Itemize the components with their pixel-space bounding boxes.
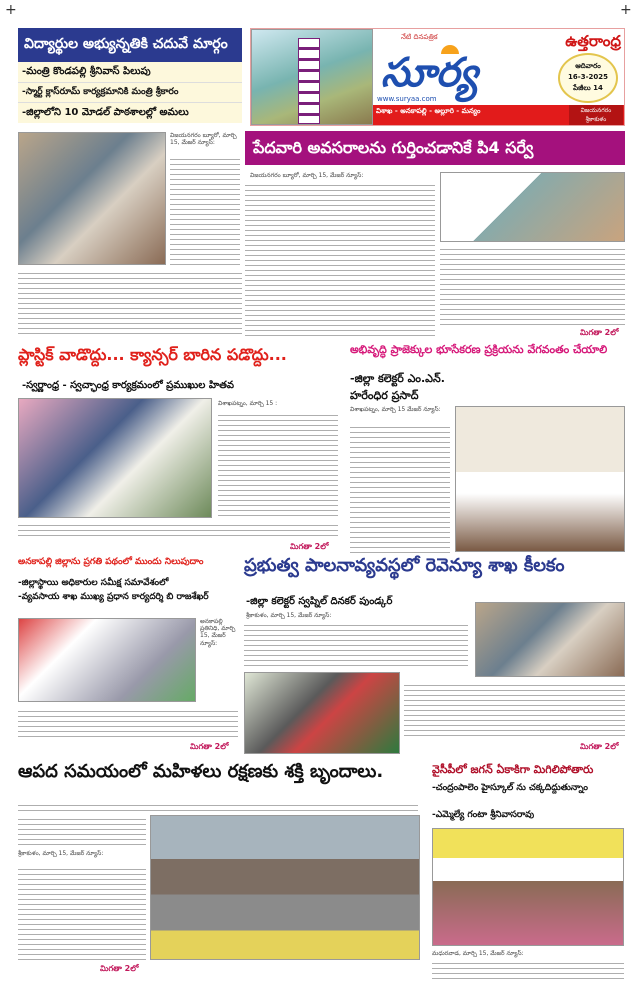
story-photo (455, 406, 625, 552)
day: ఆదివారం (575, 62, 601, 70)
headline: ఆపద సమయంలో మహిళలు రక్షణకు శక్తి బృందాలు. (18, 761, 384, 782)
subheadline: హరేంధిర ప్రసాద్ (350, 389, 419, 402)
date: 16-3-2025 (568, 73, 608, 81)
story-photo (440, 172, 625, 242)
regions: విశాఖ - అనకాపల్లి - అల్లూరి - మన్యం (376, 107, 481, 115)
headline: ప్లాస్టిక్ వాడొద్దు... క్యాన్సర్ బారిన పడొద్దు... (18, 345, 287, 364)
body-text (18, 522, 338, 540)
story-photo (244, 672, 400, 754)
subheadline: -జిల్లాస్థాయి అధికారుల సమీక్ష సమావేశంలో (18, 578, 169, 588)
subheadline: -స్వర్ణాంధ్ర - స్వచ్ఛాంధ్ర కార్యక్రమంలో ప్రముఖుల హితవ (22, 380, 235, 391)
dateline: విజయనగరం బ్యూరో, మార్చి 15, మేజర్ న్యూస్: (170, 132, 237, 147)
tagline: నేటి దినపత్రిక (401, 33, 438, 41)
body-text (18, 708, 238, 740)
newspaper-logo: సూర్య (381, 50, 478, 96)
body-text (245, 182, 435, 338)
subheadline: -జిల్లాలోని 10 మోడల్ పాఠశాలల్లో అమలు (22, 106, 189, 118)
subheadline: -ఎమ్మెల్యే గంటా శ్రీనివాసరావు (432, 810, 535, 820)
body-text (18, 816, 146, 846)
masthead (250, 28, 625, 126)
dateline: మధురవాడ, మార్చి 15, మేజర్ న్యూస్: (432, 950, 524, 957)
dateline: అనకాపల్లి ప్రతినిధి, మార్చి 15, మేజర్ న్యూస్: (200, 618, 236, 647)
body-text (432, 960, 624, 980)
continued-label: మిగతా 2లో (190, 742, 229, 751)
date-badge (558, 53, 618, 103)
body-text (218, 412, 338, 518)
edition-label: ఉత్తరాంధ్ర (565, 32, 621, 50)
body-text (18, 802, 418, 812)
masthead-photo (251, 29, 373, 125)
story-photo (150, 815, 420, 960)
region: విజయనగరం (580, 107, 612, 114)
headline: అభివృద్ధి ప్రాజెక్కుల భూసేకరణ ప్రక్రియను వేగవంతం చేయాలి (350, 343, 608, 356)
region: శ్రీకాకుళం (585, 116, 607, 123)
subheadline: -జిల్లా కలెక్టర్ స్వప్నిల్ దినకర్ పుండ్కర్ (246, 596, 393, 607)
continued-label: మిగతా 2లో (580, 742, 619, 751)
continued-label: మిగతా 2లో (100, 964, 139, 973)
body-text (440, 246, 625, 326)
body-text (170, 156, 240, 265)
body-text (350, 424, 450, 554)
story-photo (18, 618, 196, 702)
story-education (18, 28, 242, 123)
dateline: శ్రీకాకుళం, మార్చి 15, మేజర్ న్యూస్: (246, 612, 332, 619)
body-text (244, 622, 468, 668)
website: www.suryaa.com (377, 95, 437, 103)
subheadline: -జిల్లా కలెక్టర్ ఎం.ఎన్. (350, 372, 445, 385)
headline: అనకాపల్లి జిల్లాను ప్రగతి పథంలో ముందు నిలుపుదాం (18, 557, 204, 567)
continued-label: మిగతా 2లో (290, 542, 329, 551)
body-text (18, 866, 146, 960)
story-photo (18, 398, 212, 518)
regions-bar (373, 105, 624, 125)
crop-mark: + (620, 2, 632, 18)
subheadline: -మంత్రి కొండపల్లి శ్రీనివాస్ పిలుపు (18, 62, 242, 83)
headline: వైసీపీలో జగన్ ఏకాకిగా మిగిలిపోతారు (432, 763, 594, 776)
story-photo (475, 602, 625, 677)
headline: విద్యార్థుల అభ్యున్నతికి చదువే మార్గం (18, 28, 242, 62)
body-text (404, 682, 625, 738)
subheadline: -స్మార్ట్ క్లాస్‌రూమ్ కార్యక్రమానికి మంత్రి శ్రీకారం (18, 83, 242, 103)
crop-mark: + (5, 2, 17, 18)
continued-label: మిగతా 2లో (580, 328, 619, 337)
headline: ప్రభుత్వ పాలనావ్యవస్థలో రెవెన్యూ శాఖ కీలకం (244, 555, 565, 576)
body-text (18, 270, 242, 338)
dateline: విశాఖపట్నం, మార్చి 15 : (218, 400, 278, 407)
headline: పేదవారి అవసరాలను గుర్తించడానికే పి4 సర్వే (245, 131, 625, 165)
story-photo (432, 828, 624, 946)
dateline: విశాఖపట్నం, మార్చి 15 మేజర్ న్యూస్: (350, 406, 441, 413)
story-photo (18, 132, 166, 265)
subheadline: -చంద్రంపాలెం హైస్కూల్ ను చక్కదిద్దుతున్నాం (432, 783, 588, 793)
subheadline: -వ్యవసాయ శాఖ ముఖ్య ప్రధాన కార్యదర్శి బి రాజశేఖర్ (18, 592, 209, 602)
dateline: శ్రీకాకుళం, మార్చి 15, మేజర్ న్యూస్: (18, 850, 104, 857)
page-count: పేజీలు 14 (573, 84, 603, 92)
dateline: విజయనగరం బ్యూరో, మార్చి 15, మేజర్ న్యూస్: (250, 172, 364, 179)
